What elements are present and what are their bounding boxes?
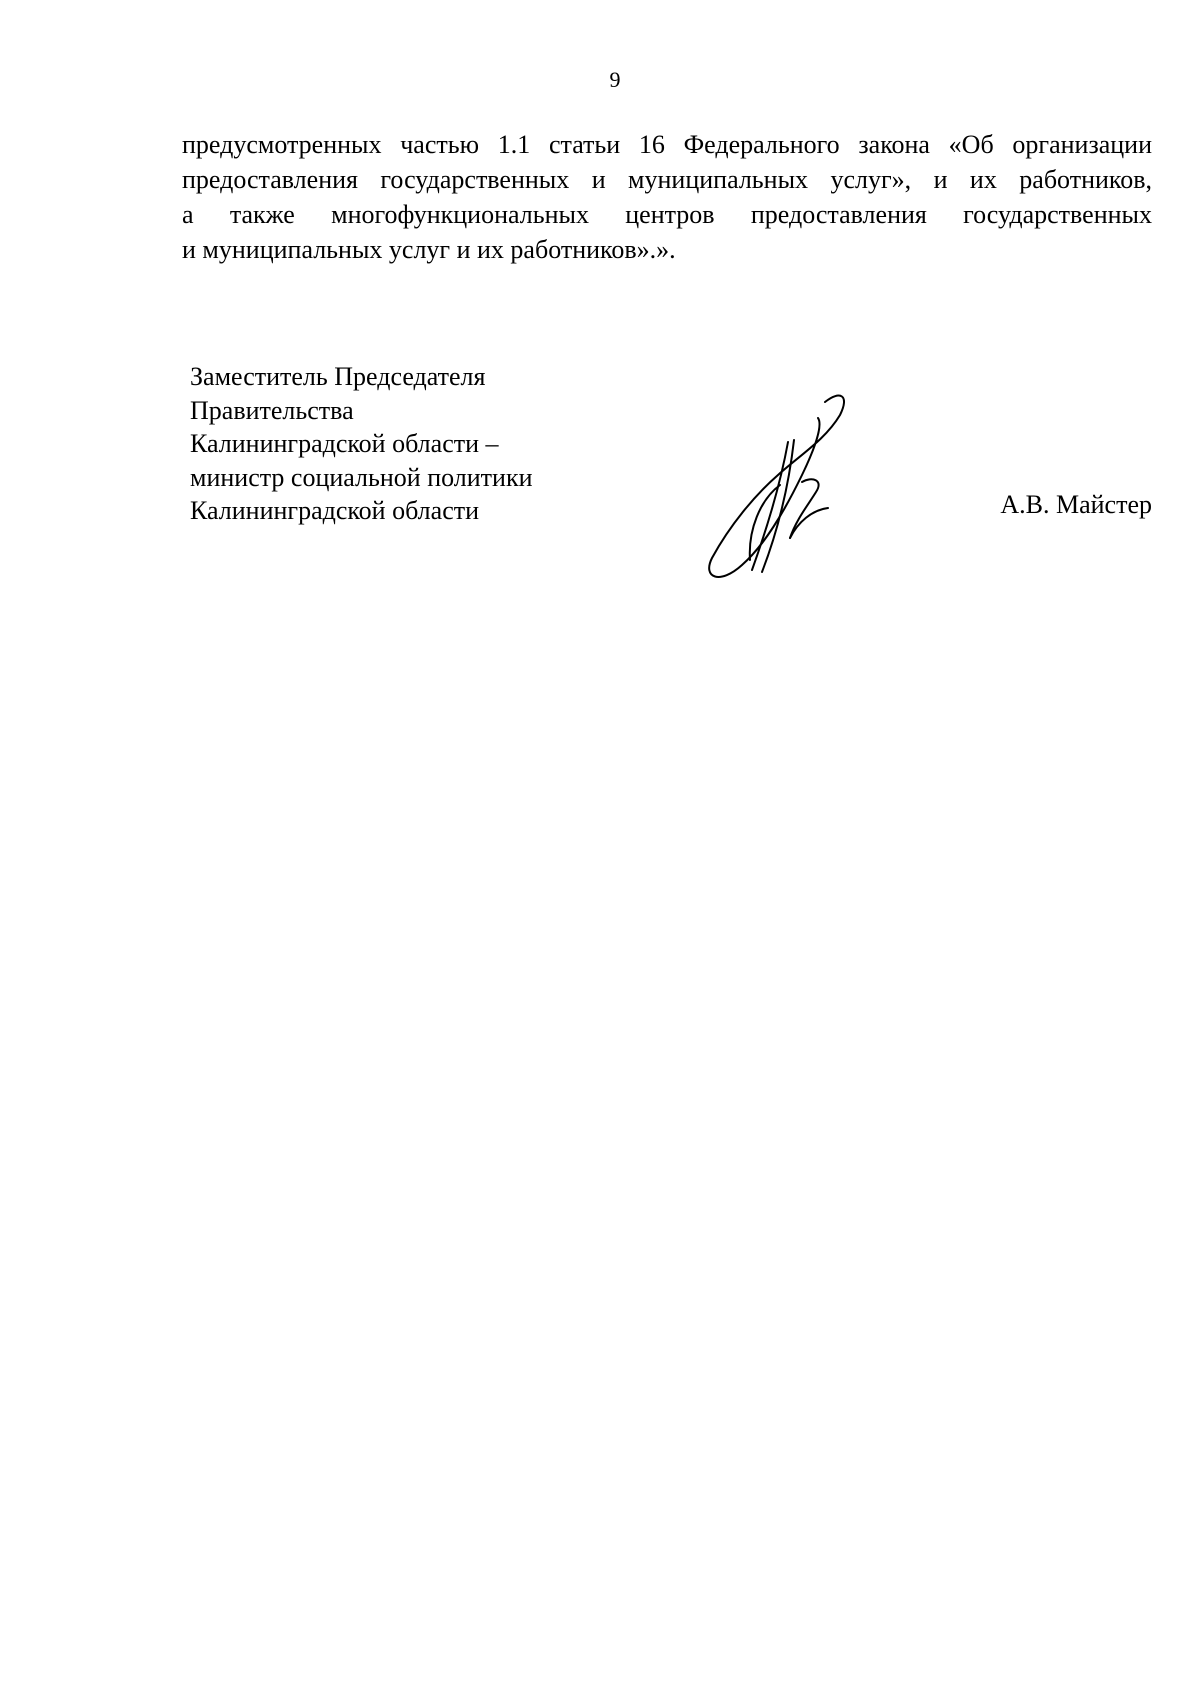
signer-name: А.В. Майстер xyxy=(1000,490,1152,519)
body-line: и муниципальных услуг и их работников».». xyxy=(182,235,676,264)
position-line: Заместитель Председателя xyxy=(190,362,486,391)
handwritten-signature xyxy=(690,380,890,580)
body-line: предоставления государственных и муниципальных услуг», и их работников, xyxy=(182,165,1152,194)
position-line: Калининградской области xyxy=(190,496,480,525)
position-line: министр социальной политики xyxy=(190,462,533,492)
body-line: предусмотренных частью 1.1 статьи 16 Федерального закона «Об организации xyxy=(182,130,1152,159)
page-number: 9 xyxy=(609,67,621,92)
body-line: а также многофункциональных центров предоставления государственных xyxy=(182,200,1152,229)
position-line: Калининградской области – xyxy=(190,429,499,458)
signatory-position xyxy=(190,360,533,528)
position-line: Правительства xyxy=(190,395,354,425)
body-paragraph xyxy=(182,127,1152,267)
